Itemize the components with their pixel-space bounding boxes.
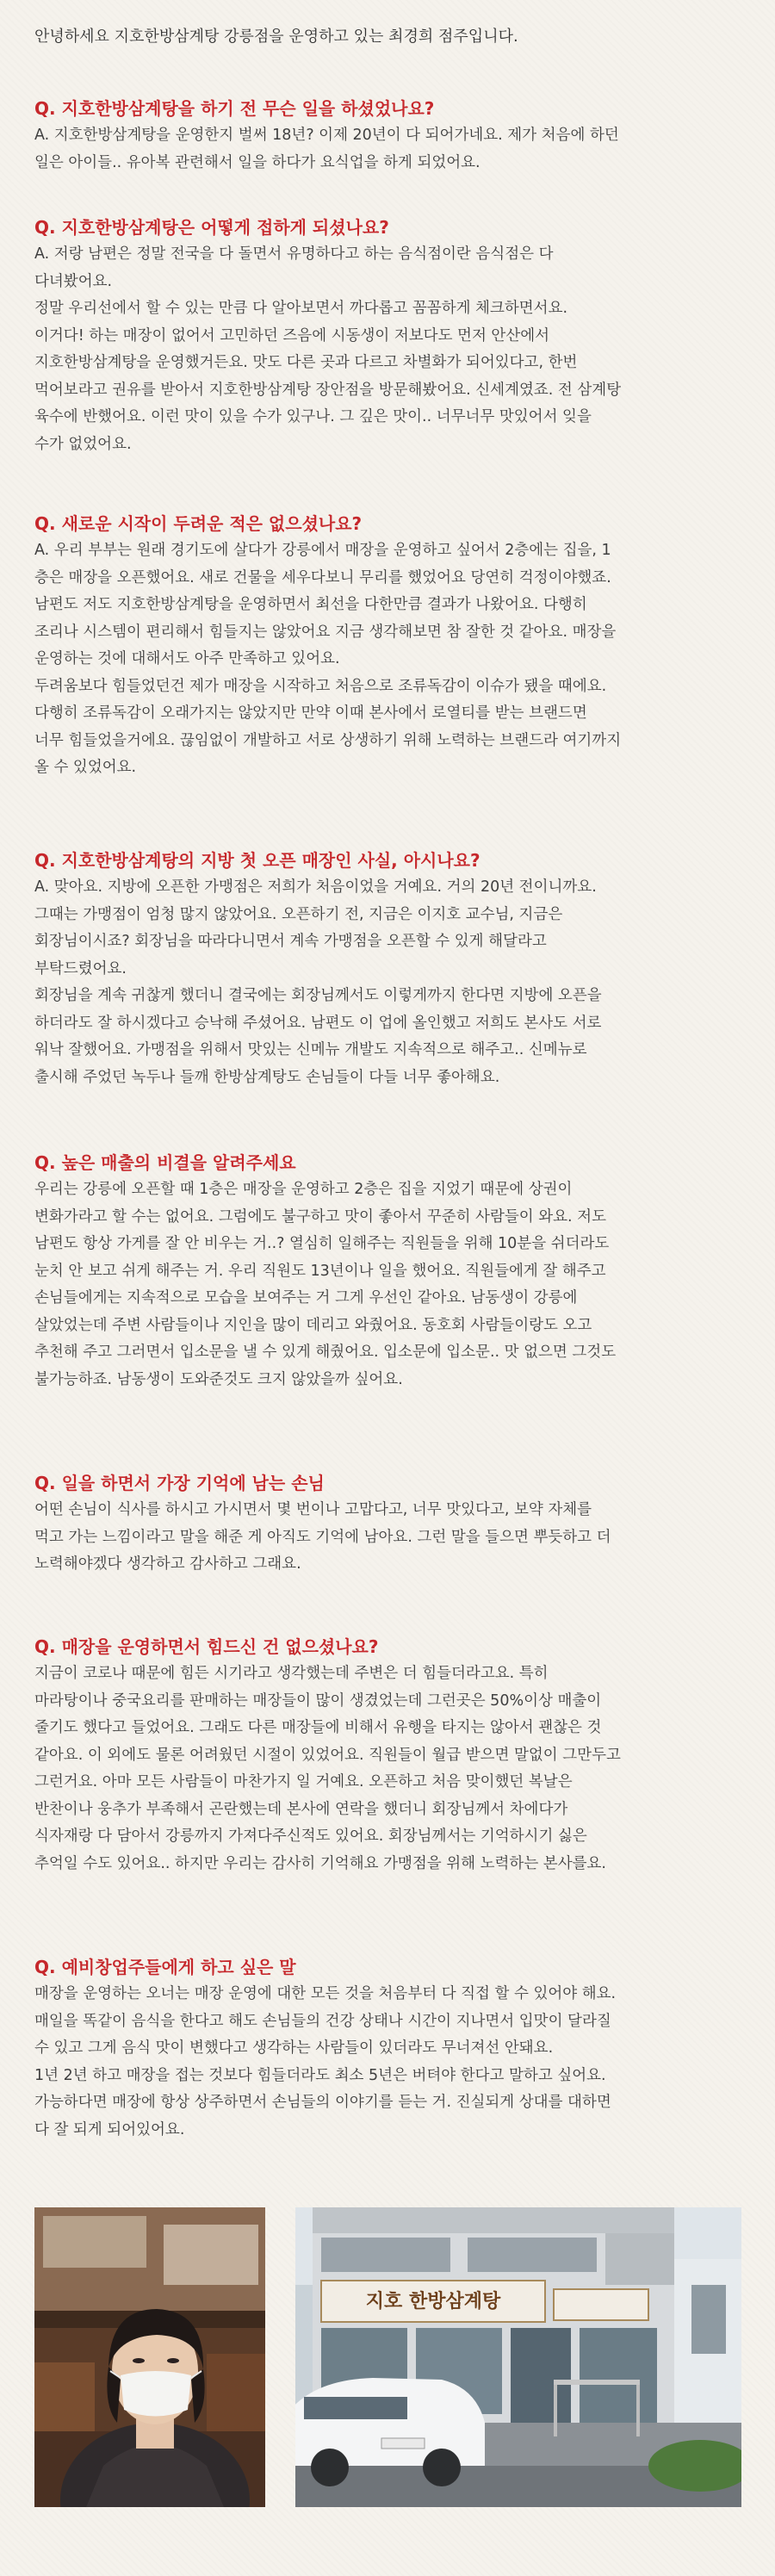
qa-block-8	[34, 1955, 744, 2144]
answer-2: A. 저랑 남편은 정말 전국을 다 돌면서 유명하다고 하는 음식점이란 음식점은 다 다녀봤어요. 정말 우리선에서 할 수 있는 만큼 다 알아보면서 까다롭고 꼼꼼하게 체크하면서요. 이거다! 하는 매장이 없어서 고민하던 즈음에 시동생이 저보다도 먼저 안산에서 지호한방삼계탕을 운영했거든요. 맛도 다른 곳과 다르고 차별화가 되어있다고, 한번 먹어보라고 권유를 받아서 지호한방삼계탕 장안점을 방문해봤어요. 신세계였죠. 전 삼계탕 육수에 반했어요. 이런 맛이 있을 수가 있구나. 그 깊은 맛이.. 너무너무 맛있어서 잊을 수가 없었어요.	[34, 245, 622, 453]
intro-text: 안녕하세요 지호한방삼계탕 강릉점을 운영하고 있는 최경희 점주입니다.	[34, 28, 518, 46]
answer-7: 지금이 코로나 때문에 힘든 시기라고 생각했는데 주변은 더 힘들더라고요. 특히 마라탕이나 중국요리를 판매하는 매장들이 많이 생겼었는데 그런곳은 50%이상 매출이 줄기도 했다고 들었어요. 그래도 다른 매장들에 비해서 유행을 타지는 않아서 괜찮은 것 같아요. 이 외에도 물론 어려웠던 시절이 있었어요. 직원들이 월급 받으면 말없이 그만두고 그런거요. 아마 모든 사람들이 마찬가지 일 거예요. 오픈하고 처음 맞이했던 복날은 반찬이나 웅추가 부족해서 곤란했는데 본사에 연락을 했더니 회장님께서 차에다가 식자재랑 다 담아서 강릉까지 가져다주신적도 있어요. 회장님께서는 기억하시기 싫은 추억일 수도 있어요.. 하지만 우리는 감사히 기억해요 가맹점을 위해 노력하는 본사를요.	[34, 1665, 621, 1872]
question-2: Q. 지호한방삼계탕은 어떻게 접하게 되셨나요?	[34, 217, 389, 238]
owner-photo	[34, 2207, 265, 2507]
storefront-photo	[295, 2207, 741, 2507]
question-6: Q. 일을 하면서 가장 기억에 남는 손님	[34, 1473, 325, 1493]
question-7: Q. 매장을 운영하면서 힘드신 건 없으셨나요?	[34, 1636, 379, 1657]
answer-3: A. 우리 부부는 원래 경기도에 살다가 강릉에서 매장을 운영하고 싶어서 2층에는 집을, 1 층은 매장을 오픈했어요. 새로 건물을 세우다보니 무리를 했었어요 당연히 걱정이야했죠. 남편도 저도 지호한방삼계탕을 운영하면서 최선을 다한만큼 결과가 나왔어요. 다행히 조리나 시스템이 편리해서 힘들지는 않았어요 지금 생각해보면 참 잘한 것 같아요. 매장을 운영하는 것에 대해서도 아주 만족하고 있어요. 두려움보다 힘들었던건 제가 매장을 시작하고 처음으로 조류독감이 이슈가 됐을 때에요. 다행히 조류독감이 오래가지는 않았지만 만약 이때 본사에서 로열티를 받는 브랜드면 너무 힘들었을거에요. 끊임없이 개발하고 서로 상생하기 위해 노력하는 브랜드라 여기까지 올 수 있었어요.	[34, 542, 622, 776]
answer-5: 우리는 강릉에 오픈할 때 1층은 매장을 운영하고 2층은 집을 지었기 때문에 상권이 변화가라고 할 수는 없어요. 그럼에도 불구하고 맛이 좋아서 꾸준히 사람들이 와요. 저도 남편도 항상 가게를 잘 안 비우는 거..? 열심히 일해주는 직원들을 위해 10분을 쉬더라도 눈치 안 보고 쉬게 해주는 거. 우리 직원도 13년이나 일을 했어요. 직원들에게 잘 해주고 손님들에게는 지속적으로 모습을 보여주는 거 그게 우선인 같아요. 남동생이 강릉에 살았었는데 주변 사람들이나 지인을 많이 데리고 와줬어요. 동호회 사람들이랑도 오고 추천해 주고 그러면서 입소문을 낼 수 있게 해줬어요. 입소문에 입소문.. 맛 없으면 그것도 불가능하죠. 남동생이 도와준것도 크지 않았을까 싶어요.	[34, 1181, 617, 1388]
qa-block-2	[34, 215, 744, 458]
question-1: Q. 지호한방삼계탕을 하기 전 무슨 일을 하셨었나요?	[34, 98, 435, 119]
qa-block-7	[34, 1635, 744, 1878]
store-sign-text: 지호 한방삼계탕	[365, 2291, 501, 2312]
question-5: Q. 높은 매출의 비결을 알려주세요	[34, 1152, 296, 1173]
qa-block-1	[34, 96, 744, 177]
storefront-photo-illustration	[295, 2207, 741, 2507]
qa-block-5	[34, 1151, 744, 1394]
question-4: Q. 지호한방삼계탕의 지방 첫 오픈 매장인 사실, 아시나요?	[34, 850, 480, 871]
answer-8: 매장을 운영하는 오너는 매장 운영에 대한 모든 것을 처음부터 다 직접 할 수 있어야 해요. 매일을 똑같이 음식을 한다고 해도 손님들의 건강 상태나 시간이 지나면서 입맛이 달라질 수 있고 그게 음식 맛이 변했다고 생각하는 사람들이 있더라도 무너져선 안돼요. 1년 2년 하고 매장을 접는 것보다 힘들더라도 최소 5년은 버텨야 한다고 말하고 싶어요. 가능하다면 매장에 항상 상주하면서 손님들의 이야기를 듣는 거. 진실되게 상대를 대하면 다 잘 되게 되어있어요.	[34, 1985, 617, 2138]
qa-block-4	[34, 848, 744, 1091]
qa-block-3	[34, 512, 744, 782]
question-8: Q. 예비창업주들에게 하고 싶은 말	[34, 1957, 296, 1977]
question-3: Q. 새로운 시작이 두려운 적은 없으셨나요?	[34, 513, 363, 534]
answer-6: 어떤 손님이 식사를 하시고 가시면서 몇 번이나 고맙다고, 너무 맛있다고, 보약 자체를 먹고 가는 느낌이라고 말을 해준 게 아직도 기억에 남아요. 그런 말을 들으면 뿌듯하고 더 노력해야겠다 생각하고 감사하고 그래요.	[34, 1501, 611, 1573]
owner-photo-illustration	[34, 2207, 265, 2507]
answer-4: A. 맞아요. 지방에 오픈한 가맹점은 저희가 처음이었을 거예요. 거의 20년 전이니까요. 그때는 가맹점이 엄청 많지 않았어요. 오픈하기 전, 지금은 이지호 교수님, 지금은 회장님이시죠? 회장님을 따라다니면서 계속 가맹점을 오픈할 수 있게 해달라고 부탁드렸어요. 회장님을 계속 귀찮게 했더니 결국에는 회장님께서도 이렇게까지 한다면 지방에 오픈을 하더라도 잘 하시겠다고 승낙해 주셨어요. 남편도 이 업에 올인했고 저희도 본사도 서로 워낙 잘했어요. 가맹점을 위해서 맛있는 신메뉴 개발도 지속적으로 해주고.. 신메뉴로 출시해 주었던 녹두나 들깨 한방삼계탕도 손님들이 다들 너무 좋아해요.	[34, 878, 602, 1086]
answer-1: A. 지호한방삼계탕을 운영한지 벌써 18년? 이제 20년이 다 되어가네요. 제가 처음에 하던 일은 아이들.. 유아복 관련해서 일을 하다가 요식업을 하게 되었어요.	[34, 127, 619, 171]
qa-block-6	[34, 1471, 744, 1579]
